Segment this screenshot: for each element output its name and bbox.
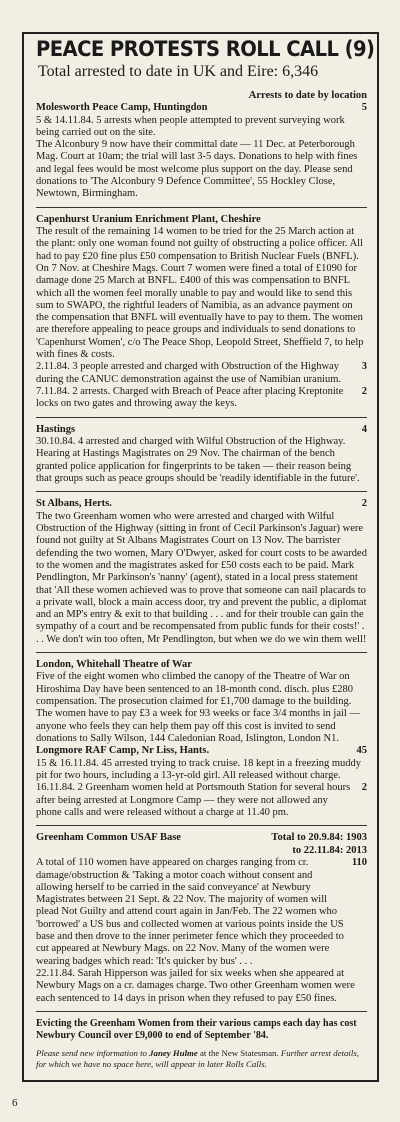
entry-count: 2 [361,782,367,794]
arrest-count [361,214,367,227]
section-heading: Capenhurst Uranium Enrichment Plant, Cheshire [36,213,261,225]
section-heading: Molesworth Peace Camp, Huntingdon [36,102,208,113]
counted-entry [36,361,367,386]
paragraph: 15 & 16.11.84. 45 arrested trying to track cruise. 18 kept in a freezing muddy pit for two hours, including a 13-yr-old girl. All released without charge. [36,757,362,782]
paragraph: 5 & 14.11.84. 5 arrests when people attempted to prevent surveying work being carried out on the site. [36,114,345,138]
entry-count: 3 [361,361,367,373]
divider [36,825,367,826]
paragraph: Five of the eight women who climbed the canopy of the Theatre of War on Hiroshima Day have been sentenced to an 18-month cond. disch. plus £280 compensation. The prosecution claimed for £1,700 damage to the building. The women have to pay £3 a week for 93 weeks or face 3/4 months in jail — anyone who feels they can help them pay off this cost is invited to send donations to Sally Wilson, 144 Caledonian Road, Islington, London N1. [36,671,360,744]
paragraph: The two Greenham women who were arrested and charged with Wilful Obstruction of the Highway (sitting in front of Cecil Parkinson's Jaguar) were found not guilty at St Albans Magistrates Court on 13 Nov. The barrister defending the two women, Mary O'Dwyer, asked for court costs to be awarded to the women and the magistrates asked for £50 costs each to be paid. Mark Pendlington, Mr Parkinson's 'nanny' (agent), stated in a local press statement that 'All these women achieved was to prove that someone can nail placards to a private wall, block a main access door, try and prevent the public, a diplomat and an MP's entry & exit to that building . . . and for their trouble can gain the sympathy of a court and be recompensated from public funds for their costs!' . . . We don't win too often, Mr Pendlington, but when we do we win them well! [36,510,367,645]
arrest-count: 45 [356,745,367,757]
eviction-cost-note: Evicting the Greenham Women from their various camps each day has cost Newbury Council over £9,000 to end of September '84. [36,1017,357,1041]
divider [36,417,367,418]
paragraph: The Alconbury 9 now have their committal date — 11 Dec. at Peterborough Mag. Court at 10am; the trial will last 3-5 days. Donations to help with fines and legal fees would be most welcome plus support on the day. Please send donations to 'The Alconbury 9 Defence Committee', 55 Hockley Close, Newtown, Birmingham. [36,139,358,200]
note-before: Please send new information to [36,1047,150,1058]
counted-entry [36,857,367,968]
counted-entry [36,782,367,819]
section-heading: Longmore RAF Camp, Nr Liss, Hants. [36,745,210,757]
entry-text: A total of 110 women have appeared on charges ranging from cr. damage/obstruction & 'Taking a motor coach without consent and allowing herself to be carried in the said conveyance' at Newbury Magistrates between 21 Sept. & 22 Nov. The majority of women will plead Not Guilty and attend court again in Jan/Feb. The 22 women who 'borrowed' a US bus and collected women at various points inside the US base and then drove to the inner perimeter fence which they proceeded to cut appeared at Newbury Mags. on 22 Nov. Many of the women were wearing badges which read: 'It's quicker by bus' . . . [36,857,344,967]
arrest-count: 2 [361,498,367,510]
contact-note [36,1048,367,1070]
section-whitehall [36,659,367,745]
section-heading: London, Whitehall Theatre of War [36,658,192,670]
entry-count: 110 [351,857,367,869]
arrest-count [361,659,367,672]
total-arrested: Total arrested to date in UK and Eire: 6,346 [38,63,319,80]
divider [36,652,367,653]
greenham-total-2: to 22.11.84: 2013 [292,844,367,856]
divider [36,207,367,208]
contact-name: Janey Hulme [149,1047,198,1058]
greenham-total-1: Total to 20.9.84: 1903 [271,832,367,844]
note-after: . Further arrest details, for which we have no space here, will appear in later Rolls Calls. [36,1047,359,1069]
publication-name: New Statesman [221,1047,277,1058]
section-st-albans [36,498,367,646]
section-hastings [36,424,367,486]
section-heading: Greenham Common USAF Base [36,832,181,844]
article-box [22,32,379,1082]
entry-text: 16.11.84. 2 Greenham women held at Portsmouth Station for several hours after being arrested at Longmore Camp — they were not allowed any phone calls and were released without a charge at 11.40 pm. [36,782,351,818]
section-longmore [36,745,367,819]
section-molesworth [36,102,367,201]
paragraph: 30.10.84. 4 arrested and charged with Wilful Obstruction of the Highway. Hearing at Hastings Magistrates on 29 Nov. The chairman of the bench granted police application for fingerprints to be taken — their reason being that groups such as peace groups should be 'readily identifiable in the future'. [36,436,360,484]
divider [36,491,367,492]
paragraph: The result of the remaining 14 women to be tried for the 25 March action at the plant: only one woman found not guilty of obstructing a police officer. All had to pay £20 fine plus £50 compensation to British Nuclear Fuels (BNFL). On 7 Nov. at Cheshire Mags. Court 7 women were fined a total of £1090 for damage done 25 March at BNFL. £400 of this was compensation to BNFL which all the women feel morally unable to pay and would like to send this sum to SWAPO, the rightful leaders of Namibia, as an advance payment on the compensation that BNFL will eventually have to pay to them. The women are therefore appealing to peace groups and individuals to send donations to 'Capenhurst Women', c/o The Peace Shop, Leopold Street, Sheffield 7, to help with fines & costs. [36,226,364,361]
greenham-totals [271,832,367,857]
section-heading: St Albans, Herts. [36,498,112,510]
arrest-count: 5 [361,102,367,113]
entry-text: 7.11.84. 2 arrests. Charged with Breach of Peace after placing Kreptonite locks on two gates and throwing away the keys. [36,385,344,410]
entry-count: 2 [361,385,367,397]
section-capenhurst [36,214,367,411]
section-greenham [36,832,367,1005]
arrest-count: 4 [361,423,367,435]
paragraph: 22.11.84. Sarah Hipperson was jailed for six weeks when she appeared at Newbury Mags on a cr. damages charge. Two other Greenham women were each sentenced to 14 days in prison when they refused to pay £50 fines. [36,967,355,1004]
page-title: PEACE PROTESTS ROLL CALL (9) [36,37,375,61]
counted-entry [36,386,367,411]
arrests-by-location-heading: Arrests to date by location [248,90,367,101]
section-heading: Hastings [36,423,76,435]
entry-text: 2.11.84. 3 people arrested and charged with Obstruction of the Highway during the CANUC demonstration against the use of Namibian uranium. [36,361,342,385]
note-middle: at the [197,1047,222,1058]
divider [36,1011,367,1012]
page-number: 6 [12,1097,18,1109]
